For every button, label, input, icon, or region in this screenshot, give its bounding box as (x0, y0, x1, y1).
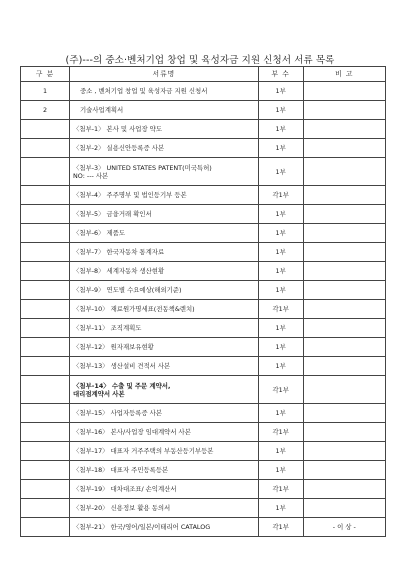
remarks (303, 461, 385, 480)
row-number (21, 319, 70, 338)
row-number (21, 404, 70, 423)
document-name: 〈첨부-17〉 대표자 거주주택의 부동산등기부등본 (70, 442, 259, 461)
row-number (21, 120, 70, 139)
table-row (21, 101, 386, 120)
copy-count: 각1부 (258, 518, 303, 537)
document-list-table (20, 66, 386, 537)
row-number (21, 442, 70, 461)
copy-count: 1부 (258, 243, 303, 262)
copy-count: 1부 (258, 120, 303, 139)
document-name: 〈첨부-19〉 대차대조표/ 손익계산서 (70, 480, 259, 499)
document-name: 〈첨부-1〉 본사 및 사업장 약도 (70, 120, 259, 139)
remarks (303, 404, 385, 423)
table-row (21, 186, 386, 205)
table-row (21, 120, 386, 139)
copy-count: 1부 (258, 82, 303, 101)
header-qty: 부 수 (258, 67, 303, 82)
table-row (21, 404, 386, 423)
document-name: 〈첨부-11〉 조직계획도 (70, 319, 259, 338)
document-title: (주)---의 중소·벤처기업 창업 및 육성자금 지원 신청서 서류 목록 (65, 55, 335, 66)
remarks (303, 101, 385, 120)
document-name: 〈첨부-3〉 UNITED STATES PATENT(미국특허) NO: --- 사본 (70, 158, 259, 186)
remarks (303, 262, 385, 281)
row-number (21, 423, 70, 442)
table-header-row (21, 67, 386, 82)
document-name: 〈첨부-8〉 세계자동차 생산현황 (70, 262, 259, 281)
remarks (303, 376, 385, 404)
row-number (21, 338, 70, 357)
table-row (21, 82, 386, 101)
remarks (303, 423, 385, 442)
table-row (21, 338, 386, 357)
copy-count: 각1부 (258, 186, 303, 205)
copy-count: 각1부 (258, 480, 303, 499)
remarks (303, 120, 385, 139)
row-number (21, 139, 70, 158)
row-number (21, 300, 70, 319)
table-row (21, 499, 386, 518)
row-number (21, 224, 70, 243)
document-name: 〈첨부-7〉 한국자동차 통계자료 (70, 243, 259, 262)
document-name: 〈첨부-13〉 생산설비 견적서 사본 (70, 357, 259, 376)
copy-count: 1부 (258, 262, 303, 281)
remarks (303, 319, 385, 338)
table-row (21, 139, 386, 158)
table-row (21, 461, 386, 480)
row-number (21, 357, 70, 376)
copy-count: 1부 (258, 338, 303, 357)
document-name: 〈첨부-20〉 신용정보 활용 동의서 (70, 499, 259, 518)
row-number (21, 262, 70, 281)
copy-count: 1부 (258, 499, 303, 518)
table-row (21, 300, 386, 319)
document-name: 〈첨부-21〉 한국/영어/일본/이태리어 CATALOG (70, 518, 259, 537)
remarks (303, 139, 385, 158)
copy-count: 1부 (258, 224, 303, 243)
document-name: 〈첨부-9〉 연도별 수요예상(해외기준) (70, 281, 259, 300)
table-row (21, 243, 386, 262)
copy-count: 1부 (258, 442, 303, 461)
remarks (303, 186, 385, 205)
table-row (21, 442, 386, 461)
table-row (21, 281, 386, 300)
row-number (21, 499, 70, 518)
remarks (303, 357, 385, 376)
table-row (21, 376, 386, 404)
copy-count: 1부 (258, 205, 303, 224)
copy-count: 1부 (258, 319, 303, 338)
row-number (21, 376, 70, 404)
table-row (21, 262, 386, 281)
row-number: 1 (21, 82, 70, 101)
remarks (303, 224, 385, 243)
copy-count: 각1부 (258, 376, 303, 404)
remarks (303, 281, 385, 300)
document-name: 〈첨부-15〉 사업자등록증 사본 (70, 404, 259, 423)
table-row (21, 357, 386, 376)
document-name: 〈첨부-5〉 금융거래 확인서 (70, 205, 259, 224)
copy-count: 1부 (258, 357, 303, 376)
remarks (303, 243, 385, 262)
document-name: 〈첨부-18〉 대표자 주민등록등본 (70, 461, 259, 480)
row-number (21, 158, 70, 186)
table-row (21, 205, 386, 224)
row-number: 2 (21, 101, 70, 120)
copy-count: 1부 (258, 158, 303, 186)
header-note: 비 고 (303, 67, 385, 82)
table-row (21, 319, 386, 338)
copy-count: 1부 (258, 101, 303, 120)
copy-count: 1부 (258, 281, 303, 300)
row-number (21, 205, 70, 224)
remarks: - 이 상 - (303, 518, 385, 537)
row-number (21, 243, 70, 262)
document-name: 〈첨부-4〉 주주명부 및 법인등기부 등본 (70, 186, 259, 205)
remarks (303, 82, 385, 101)
copy-count: 각1부 (258, 300, 303, 319)
document-name: 〈첨부-14〉 수출 및 주문 계약서, 대리점계약서 사본 (70, 376, 259, 404)
table-row (21, 518, 386, 537)
remarks (303, 442, 385, 461)
table-body (21, 82, 386, 537)
copy-count: 1부 (258, 404, 303, 423)
table-row (21, 158, 386, 186)
document-name: 중소 , 벤처기업 창업 및 육성자금 지원 신청서 (70, 82, 259, 101)
remarks (303, 480, 385, 499)
document-name: 〈첨부-6〉 제품도 (70, 224, 259, 243)
document-name: 〈첨부-2〉 실용신안등록증 사본 (70, 139, 259, 158)
table-row (21, 480, 386, 499)
document-name: 〈첨부-12〉 원자재보유현황 (70, 338, 259, 357)
remarks (303, 499, 385, 518)
table-row (21, 224, 386, 243)
row-number (21, 281, 70, 300)
remarks (303, 158, 385, 186)
remarks (303, 205, 385, 224)
document-name: 〈첨부-16〉 본사/사업장 임대계약서 사본 (70, 423, 259, 442)
remarks (303, 338, 385, 357)
table-row (21, 423, 386, 442)
copy-count: 1부 (258, 461, 303, 480)
copy-count: 각1부 (258, 423, 303, 442)
row-number (21, 518, 70, 537)
copy-count: 1부 (258, 139, 303, 158)
row-number (21, 461, 70, 480)
remarks (303, 300, 385, 319)
row-number (21, 480, 70, 499)
header-no: 구 분 (21, 67, 70, 82)
document-name: 〈첨부-10〉 재료원가명세표(전동책&렌치) (70, 300, 259, 319)
header-name: 서류명 (70, 67, 259, 82)
row-number (21, 186, 70, 205)
document-name: 기술사업계획서 (70, 101, 259, 120)
